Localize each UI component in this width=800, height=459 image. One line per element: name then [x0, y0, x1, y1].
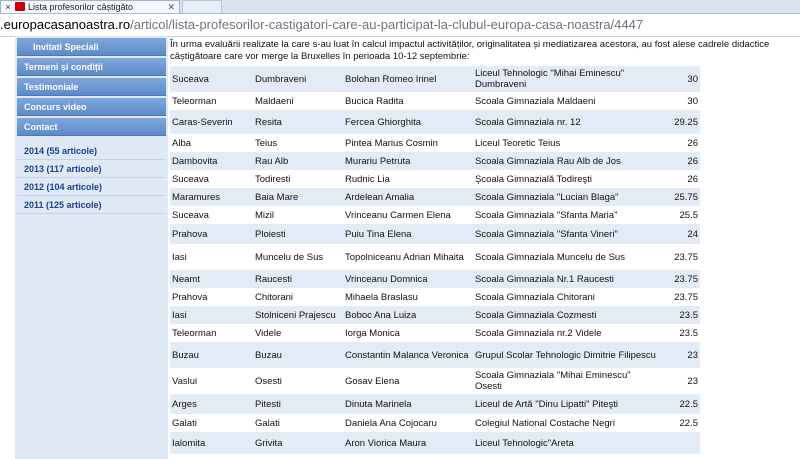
cell-teacher: Fercea Ghiorghita	[345, 116, 422, 128]
table-row	[170, 306, 700, 324]
address-host: .europacasanoastra.ro	[0, 17, 131, 32]
cell-score: 23	[687, 375, 698, 387]
cell-teacher: Mihaela Braslasu	[345, 291, 418, 303]
cell-teacher: Rudnic Lia	[345, 173, 390, 185]
cell-school: Liceul Tehnologic"Areta	[475, 437, 574, 449]
cell-county: Dambovita	[172, 155, 218, 167]
cell-school: Liceul Teoretic Teius	[475, 137, 561, 149]
cell-teacher: Puiu Tina Elena	[345, 228, 412, 240]
address-path: /articol/lista-profesorilor-castigatori-care-au-participat-la-clubul-europa-casa-noastra/4447	[130, 17, 644, 32]
cell-teacher: Vrinceanu Domnica	[345, 273, 428, 285]
cell-teacher: Boboc Ana Luiza	[345, 309, 417, 321]
cell-locality: Mizil	[255, 209, 274, 221]
cell-county: Suceava	[172, 209, 209, 221]
table-row	[170, 134, 700, 152]
cell-school: Scoala Gimnaziala nr.2 Videle	[475, 327, 602, 339]
cell-teacher: Bolohan Romeo Irinel	[345, 73, 437, 85]
cell-school: Liceul de Artă "Dinu Lipatti" Piteşti	[475, 398, 618, 410]
sidebar	[15, 36, 168, 459]
menu-termeni[interactable]: Termeni și condiții	[17, 58, 166, 76]
table-row	[170, 66, 700, 92]
cell-school: Scoala Gimnaziala "Lucian Blaga"	[475, 191, 619, 203]
cell-teacher: Vrinceanu Carmen Elena	[345, 209, 451, 221]
browser-tab-bar	[0, 0, 800, 14]
cell-locality: Ploiesti	[255, 228, 286, 240]
cell-score: 23.75	[674, 273, 698, 285]
cell-county: Teleorman	[172, 327, 217, 339]
cell-score: 23.5	[679, 327, 698, 339]
cell-teacher: Aron Viorica Maura	[345, 437, 427, 449]
cell-score: 24	[687, 228, 698, 240]
cell-score: 22.5	[679, 417, 698, 429]
cell-teacher: Iorga Monica	[345, 327, 400, 339]
cell-county: Maramures	[172, 191, 221, 203]
table-row	[170, 110, 700, 134]
cell-teacher: Gosav Elena	[345, 375, 400, 387]
cell-locality: Osesti	[255, 375, 282, 387]
cell-school: Scoala Gimnaziala "Sfanta Vineri"	[475, 228, 618, 240]
cell-county: Prahova	[172, 228, 208, 240]
tab-title: Lista profesorilor câștigăto	[28, 2, 134, 12]
cell-locality: Grivita	[255, 437, 283, 449]
table-row	[170, 92, 700, 110]
cell-score: 25.75	[674, 191, 698, 203]
cell-locality: Buzau	[255, 349, 282, 361]
cell-county: Galati	[172, 417, 197, 429]
cell-teacher: Daniela Ana Cojocaru	[345, 417, 437, 429]
cell-school: Scoala Gimnaziala Maldaeni	[475, 95, 596, 107]
cell-score: 23.75	[674, 291, 698, 303]
cell-teacher: Pintea Marius Cosmin	[345, 137, 438, 149]
cell-score: 30	[687, 95, 698, 107]
cell-teacher: Bucica Radita	[345, 95, 404, 107]
table-row	[170, 368, 700, 394]
table-row	[170, 414, 700, 432]
table-row	[170, 206, 700, 224]
cell-locality: Galati	[255, 417, 280, 429]
cell-locality: Dumbraveni	[255, 73, 307, 85]
table-row	[170, 394, 700, 414]
cell-teacher: Topolniceanu Adrian Mihaita	[345, 251, 464, 263]
cell-locality: Muncelu de Sus	[255, 251, 324, 263]
cell-county: Ialomita	[172, 437, 206, 449]
tab-close-icon[interactable]: ×	[5, 2, 11, 12]
archive-link-2013[interactable]: 2013 (117 articole)	[17, 161, 166, 178]
table-row	[170, 342, 700, 368]
cell-school: Liceul Tehnologic "Mihai Eminescu" Dumbraveni	[475, 68, 625, 90]
table-row	[170, 152, 700, 170]
article-content	[170, 36, 770, 459]
cell-locality: Teius	[255, 137, 278, 149]
cell-county: Suceava	[172, 73, 209, 85]
cell-locality: Baia Mare	[255, 191, 299, 203]
cell-score: 23	[687, 349, 698, 361]
cell-score: 26	[687, 173, 698, 185]
cell-school: Scoala Gimnaziala Nr.1 Raucesti	[475, 273, 614, 285]
cell-score: 23.5	[679, 309, 698, 321]
table-row	[170, 170, 700, 188]
cell-teacher: Constantin Malanca Veronica	[345, 349, 469, 361]
cell-score: 23.75	[674, 251, 698, 263]
address-bar[interactable]	[0, 14, 800, 37]
cell-county: Teleorman	[172, 95, 217, 107]
tab-active[interactable]	[0, 0, 180, 13]
menu-invitati-speciali[interactable]: Invitati Speciali	[17, 38, 166, 56]
cell-school: Şcoala Gimnazială Todireşti	[475, 173, 593, 185]
table-row	[170, 324, 700, 342]
archive-link-2011[interactable]: 2011 (125 articole)	[17, 197, 166, 214]
cell-school: Scoala Gimnaziala "Mihai Eminescu" Osesti	[475, 370, 631, 392]
cell-score: 30	[687, 73, 698, 85]
cell-county: Caras-Severin	[172, 116, 233, 128]
cell-locality: Maldaeni	[255, 95, 294, 107]
archive-link-2014[interactable]: 2014 (55 articole)	[17, 143, 166, 160]
cell-locality: Chitorani	[255, 291, 294, 303]
table-row	[170, 244, 700, 270]
cell-school: Grupul Scolar Tehnologic Dimitrie Filipescu	[475, 349, 656, 361]
table-row	[170, 432, 700, 454]
cell-score	[658, 432, 698, 454]
cell-locality: Raucesti	[255, 273, 292, 285]
cell-school: Scoala Gimnaziala Cozmesti	[475, 309, 597, 321]
menu-concurs-video[interactable]: Concurs video	[17, 98, 166, 116]
cell-county: Vaslui	[172, 375, 198, 387]
cell-locality: Pitesti	[255, 398, 281, 410]
cell-school: Scoala Gimnaziala Rau Alb de Jos	[475, 155, 621, 167]
cell-school: Scoala Gimnaziala Chitorani	[475, 291, 595, 303]
cell-school: Scoala Gimnaziala "Sfanta Maria"	[475, 209, 618, 221]
close-tab-icon[interactable]: ✕	[167, 2, 175, 12]
cell-score: 26	[687, 155, 698, 167]
cell-school: Scoala Gimnaziala nr. 12	[475, 116, 581, 128]
table-row	[170, 224, 700, 244]
cell-county: Iasi	[172, 251, 187, 263]
new-tab-button[interactable]	[182, 0, 222, 13]
cell-school: Colegiul National Costache Negri	[475, 417, 615, 429]
cell-county: Neamt	[172, 273, 200, 285]
cell-score: 26	[687, 137, 698, 149]
cell-county: Prahova	[172, 291, 208, 303]
cell-teacher: Dinuta Marinela	[345, 398, 412, 410]
cell-county: Suceava	[172, 173, 209, 185]
cell-teacher: Ardelean Amalia	[345, 191, 415, 203]
cell-county: Buzau	[172, 349, 199, 361]
table-row	[170, 270, 700, 288]
cell-locality: Videle	[255, 327, 282, 339]
cell-locality: Resita	[255, 116, 282, 128]
table-row	[170, 188, 700, 206]
cell-county: Iasi	[172, 309, 187, 321]
cell-locality: Todiresti	[255, 173, 291, 185]
site-favicon-icon	[15, 2, 25, 11]
cell-score: 22.5	[679, 398, 698, 410]
cell-teacher: Murariu Petruta	[345, 155, 411, 167]
cell-score: 29.25	[674, 116, 698, 128]
cell-score: 25.5	[679, 209, 698, 221]
menu-contact[interactable]: Contact	[17, 118, 166, 136]
cell-school: Scoala Gimnaziala Muncelu de Sus	[475, 251, 625, 263]
cell-locality: Rau Alb	[255, 155, 289, 167]
archive-link-2012[interactable]: 2012 (104 articole)	[17, 179, 166, 196]
menu-testimoniale[interactable]: Testimoniale	[17, 78, 166, 96]
cell-locality: Stolniceni Prajescu	[255, 309, 336, 321]
intro-text: În urma evaluării realizate la care s-au luat în calcul impactul activităților, originalitatea și mediatizarea acestora, au fost alese cadrele didactice câștigătoare care vor merge la Bruxelles în perioada 10-12 septembrie:	[170, 39, 770, 62]
cell-county: Alba	[172, 137, 192, 149]
table-row	[170, 288, 700, 306]
cell-county: Arges	[172, 398, 197, 410]
